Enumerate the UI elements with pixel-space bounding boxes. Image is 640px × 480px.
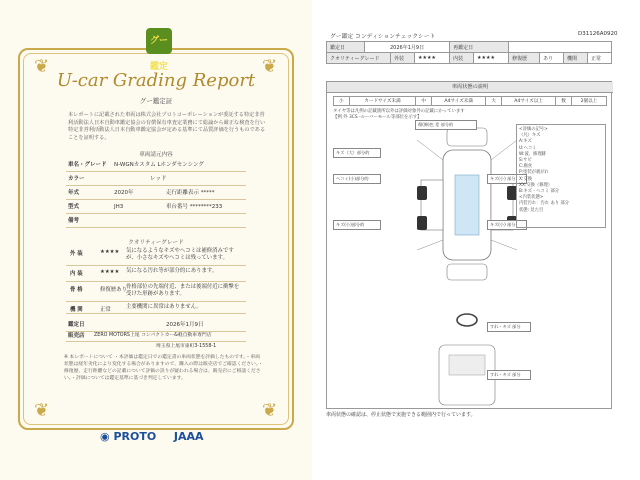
- row-remarks: 備考: [66, 214, 246, 228]
- ornament-icon: ❦: [34, 56, 50, 77]
- section-quality: クオリティーグレード: [128, 240, 184, 246]
- callout-box: すれ・キズ 部分: [487, 370, 531, 380]
- row-inspect-date: 鑑定日 2026年1月9日: [66, 318, 246, 332]
- row-year: 年式 2020年 走行距離表示 *****: [66, 186, 246, 200]
- grade-interior: 内 装 ★★★★ 気になる汚れ等が部分的にあります。: [66, 266, 246, 282]
- report-intro: 本レポートに記載された車両は株式会社プロトコーポレーションが委託する特定非営利活動法人日本自動車鑑定協会の有償保有車査定業務にて総論から厳正な検査を行い特定非営利活動法人日本自動車鑑定協会が定める基準にて品質評価を行うものであることを証明する。: [68, 112, 266, 141]
- grade-exterior: 外 装 ★★★★ 気になるようなキズやヘコミは補修済みですが、小さなキズやヘコミは残っています。: [66, 246, 246, 266]
- report-notes: ※ 本レポートについて ・本評価は鑑定日での鑑定書の車両状態を評価したものです。・車両状態は経年劣化により変化する場合がありますので、購入の際は販売店でご確認ください。・修復歴、走行距離などの記載について評価の誤りが疑われる場合は、販売店にご相談ください。・評価については鑑定基準に基づき判定しています。: [64, 355, 263, 381]
- goo-badge-logo: グー鑑定: [146, 28, 172, 54]
- damage-size-legend: 小 カードサイズ未満 中 A4サイズ未満 大 A4サイズ以上 数 2個以上: [333, 96, 607, 106]
- symbol-legend: <評価の記号> （凡）キズ A:キズ U:ヘコミ W:波、修理跡 S:サビ C:腐食 P:塗装が剥がれ X:交換 XX:交換（修理） B:キズ・ヘコミ 部分 <内装状態> 内装汚れ：汚れ あり 部分 状態: 見た目: [516, 124, 606, 228]
- document-id: D31126A0920: [578, 31, 618, 37]
- callout-box: キズ（大）部分的: [333, 148, 381, 158]
- callout-box: キズ(小) 部分: [487, 220, 527, 230]
- ornament-icon: ❦: [34, 400, 50, 421]
- callout-box: キズ(小) 部分: [487, 174, 527, 184]
- callout-box: 傷(修)色 差 部分的: [415, 120, 477, 130]
- callout-box: キズ(小)部分的: [333, 220, 381, 230]
- row-vehicle-name: 車名・グレード N-WGNカスタム Lホンダセンシング: [66, 158, 246, 172]
- report-title: U-car Grading Report: [56, 70, 256, 91]
- section-vehicle: 車両請元内容: [139, 152, 173, 158]
- sheet-header: グー鑑定 コンディションチェックシート: [330, 34, 436, 40]
- callout-box: すれ・キズ 部分: [487, 322, 531, 332]
- sheet-footer: 車両状態の確認は、停止状態で実施できる範囲内で行っています。: [326, 412, 476, 418]
- row-color: カラー レッド: [66, 172, 246, 186]
- row-model: 型式 JH3 車台番号 ********233: [66, 200, 246, 214]
- summary-table: 鑑定日 2026年1月9日 再鑑定日 クオリティーグレード 外装 ★★★★ 内装 ★★★★ 修復歴 あり 機関 正常: [326, 41, 612, 64]
- diagram-title: 車両状態の説明: [327, 82, 613, 93]
- row-seller: 販売店 ZERO MOTORS上尾 コンパクトカー&軽自動車専門店: [66, 330, 246, 342]
- footer-logos: [100, 430, 204, 443]
- grade-engine: 機 関 正常 主要機関に異常はありません。: [66, 302, 246, 314]
- proto-logo: PROTO: [113, 430, 157, 443]
- ornament-icon: ❦: [262, 400, 278, 421]
- legend-note: タイヤ等は凡例の記載箇所以外は評価対象外の記載にかっています 【例 外 3CS -ルーバーモール等部位を示す】: [333, 109, 465, 120]
- row-address: 埼玉県上尾市東町3-1558-1: [156, 344, 217, 349]
- report-subtitle: グー鑑定証: [139, 97, 173, 105]
- proto-logo-icon: ◉: [100, 430, 114, 443]
- callout-box: ヘコミ(小)部分的: [333, 174, 381, 184]
- ornament-icon: ❦: [262, 56, 278, 77]
- grading-report-panel: [0, 0, 312, 480]
- grade-frame: 骨 格 修復歴あり 骨格部位の先端付近、または後端付近に衝撃を受けた形跡があります。: [66, 282, 246, 302]
- jaaa-logo: JAAA: [173, 430, 204, 443]
